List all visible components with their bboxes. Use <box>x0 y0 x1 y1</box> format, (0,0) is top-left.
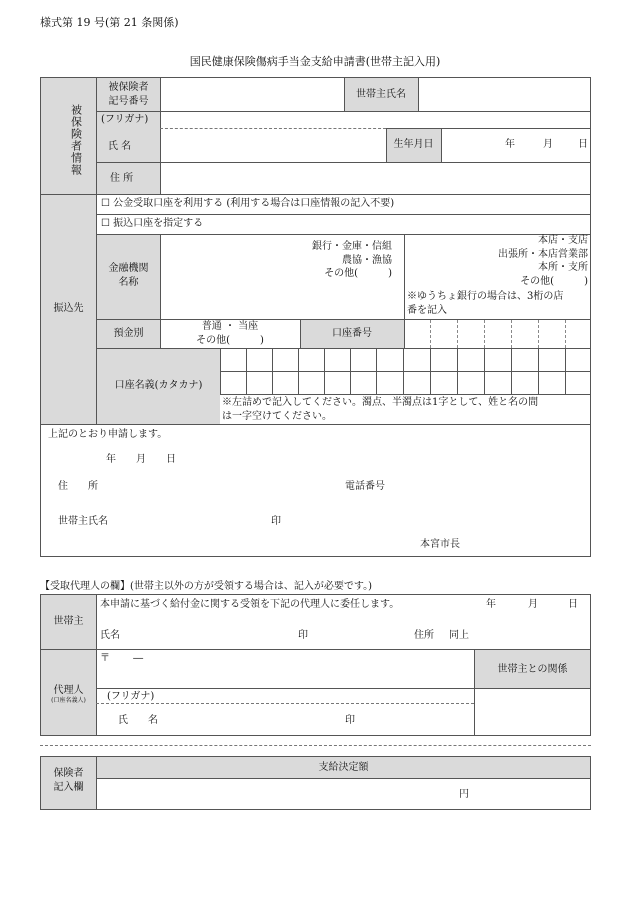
agent-label: 代理人 <box>53 685 84 696</box>
relation-label: 世帯主との関係 <box>497 664 568 675</box>
head-name-label: 世帯主氏名 <box>356 89 406 100</box>
delegation-year-unit: 年 <box>486 599 496 610</box>
section-divider <box>40 745 591 746</box>
agent-address-field[interactable] <box>98 664 472 686</box>
transfer-section-label: 振込先 <box>53 303 84 314</box>
delegation-month-unit: 月 <box>528 599 538 610</box>
branch-type-options[interactable]: 本店・支店 出張所・本店営業部 本所・支所 その他( ) <box>498 235 588 287</box>
delegation-day-unit: 日 <box>568 599 578 610</box>
agent-postal-label: 〒 ― <box>100 653 144 664</box>
account-name-label: 口座名義(カタカナ) <box>114 380 203 391</box>
agent-sub-label: (口座名義人) <box>51 697 86 704</box>
birth-month-unit: 月 <box>543 139 553 150</box>
birth-day-unit: 日 <box>578 139 588 150</box>
delegation-text: 本申請に基づく給付金に関する受領を下記の代理人に委任します。 <box>100 599 400 610</box>
yen-unit: 円 <box>459 789 469 800</box>
account-number-label: 口座番号 <box>332 328 372 339</box>
account-name-field[interactable] <box>221 349 589 393</box>
insured-number-label: 被保険者 記号番号 <box>108 82 149 107</box>
amount-field[interactable] <box>98 781 448 807</box>
application-statement: 上記のとおり申請します。 <box>48 429 168 440</box>
applicant-address-label: 住 所 <box>58 481 98 492</box>
birth-date-field[interactable] <box>443 131 498 160</box>
amount-label: 支給決定額 <box>318 762 369 773</box>
furigana-label: (フリガナ) <box>101 114 149 125</box>
form-title: 国民健康保険傷病手当金支給申請書(世帯主記入用) <box>189 55 441 68</box>
deposit-type-label: 預金別 <box>113 328 144 339</box>
insured-name-field[interactable] <box>162 113 384 160</box>
bank-type-options[interactable]: 銀行・金庫・信組 農協・漁協 その他( ) <box>312 241 392 279</box>
head-name-field[interactable] <box>420 80 588 109</box>
applicant-phone-label: 電話番号 <box>345 481 385 492</box>
application-date[interactable]: 年 月 日 <box>106 454 176 465</box>
insured-number-field[interactable] <box>162 80 342 109</box>
form-number: 様式第 19 号(第 21 条関係) <box>40 16 179 29</box>
proxy-head-seal: 印 <box>298 630 308 641</box>
specify-account-option[interactable]: ☐ 振込口座を指定する <box>101 218 204 229</box>
proxy-head-address-label: 住所 <box>414 630 434 641</box>
agent-seal: 印 <box>345 715 355 726</box>
yucho-note: ※ゆうちょ銀行の場合は、3桁の店 番を記入 <box>407 291 564 316</box>
insured-section-label: 被保険者情報 <box>69 104 83 176</box>
proxy-head-address-same: 同上 <box>449 630 469 641</box>
relation-field[interactable] <box>476 690 589 734</box>
proxy-head-name-label: 氏名 <box>100 630 120 641</box>
account-number-field[interactable] <box>405 321 589 347</box>
mayor-label: 本宮市長 <box>420 539 460 550</box>
birth-date-label: 生年月日 <box>393 139 434 150</box>
insurer-label: 保険者 記入欄 <box>53 768 84 793</box>
proxy-heading: 【受取代理人の欄】(世帯主以外の方が受領する場合は、記入が必要です。) <box>40 581 373 592</box>
applicant-seal: 印 <box>271 516 281 527</box>
account-name-note: ※左詰めで記入してください。濁点、半濁点は1字として、姓と名の間 は一字空けてください。 <box>222 397 539 422</box>
insured-address-label: 住 所 <box>110 173 134 184</box>
insured-name-label: 氏 名 <box>108 141 132 152</box>
agent-furigana-label: (フリガナ) <box>107 691 155 702</box>
proxy-head-label: 世帯主 <box>53 616 84 627</box>
applicant-name-label: 世帯主氏名 <box>58 516 108 527</box>
deposit-type-options[interactable]: 普通 ・ 当座 その他( ) <box>196 321 264 346</box>
agent-name-label: 氏 名 <box>118 715 158 726</box>
insured-address-field[interactable] <box>162 164 588 192</box>
public-account-option[interactable]: ☐ 公金受取口座を利用する (利用する場合は口座情報の記入不要) <box>101 198 395 209</box>
bank-name-label: 金融機関 名称 <box>108 263 149 288</box>
birth-year-unit: 年 <box>505 139 515 150</box>
